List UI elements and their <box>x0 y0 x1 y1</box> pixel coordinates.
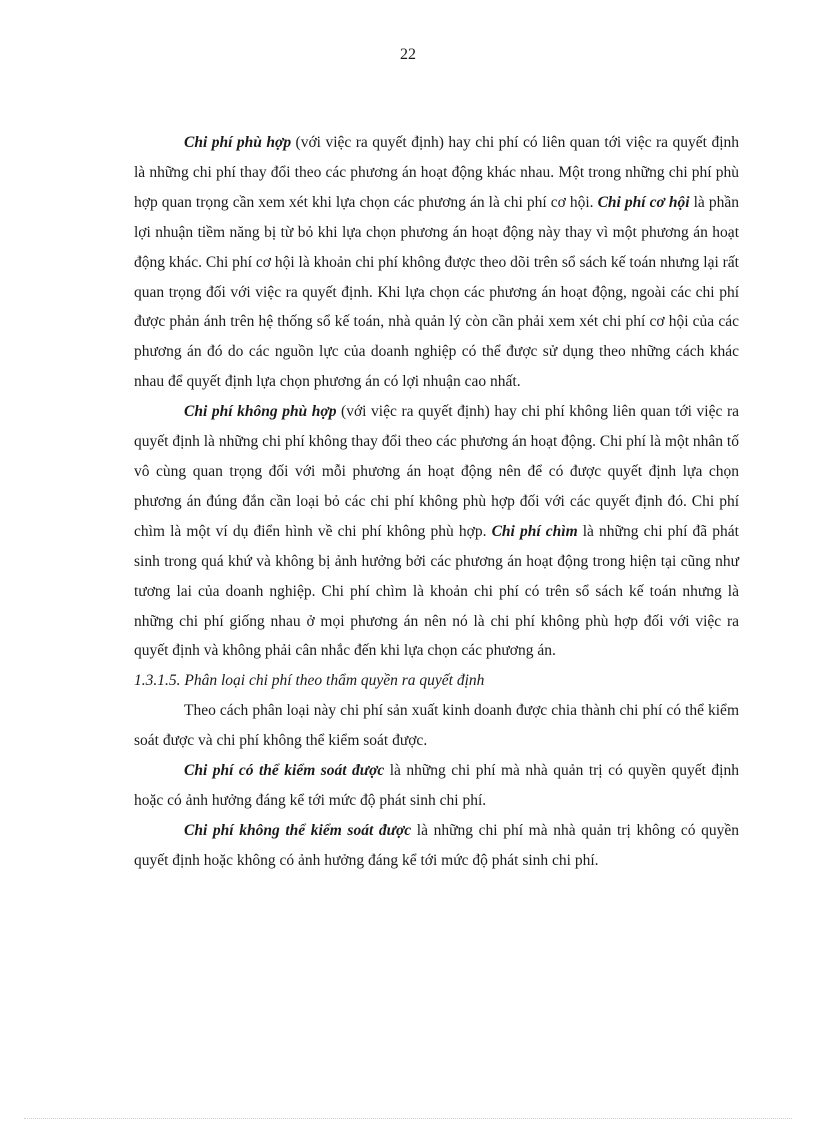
term-irrelevant-cost: Chi phí không phù hợp <box>184 403 337 421</box>
section-heading: 1.3.1.5. Phân loại chi phí theo thẩm quyền ra quyết định <box>134 672 485 690</box>
term-opportunity-cost: Chi phí cơ hội <box>597 193 690 211</box>
page-number: 22 <box>400 46 416 63</box>
paragraph-controllable-cost <box>134 756 739 816</box>
term-uncontrollable-cost: Chi phí không thể kiểm soát được <box>184 821 412 839</box>
paragraph-text: là những chi phí mà nhà quản trị có quyền quyết định hoặc có ảnh hưởng đáng kể tới mức độ phát sinh chi phí. <box>134 762 739 809</box>
paragraph-text: là những chi phí đã phát sinh trong quá khứ và không bị ảnh hưởng bởi các phương án hoạt động trong hiện tại cũng như tương lai của doanh nghiệp. Chi phí chìm là khoản chi phí có trên sổ sách kế toán nhưng là những chi phí giống nhau ở mọi phương án nên nó là chi phí không phù hợp đối với việc ra quyết định và không phải cân nhắc đến khi lựa chọn các phương án. <box>134 522 739 660</box>
term-relevant-cost: Chi phí phù hợp <box>184 134 292 151</box>
document-body <box>134 128 739 876</box>
paragraph-uncontrollable-cost <box>134 816 739 876</box>
page-bottom-rule <box>24 1118 792 1119</box>
section-intro: Theo cách phân loại này chi phí sản xuất kinh doanh được chia thành chi phí có thể kiểm soát được và chi phí không thể kiểm soát được. <box>134 702 739 750</box>
paragraph-text: (với việc ra quyết định) hay chi phí không liên quan tới việc ra quyết định là những chi phí không thay đổi theo các phương án hoạt động. Chi phí là một nhân tố vô cùng quan trọng đối với mỗi phương án hoạt động nên để có được quyết định lựa chọn phương án đúng đắn cần loại bỏ các chi phí không phù hợp đối với các quyết định đó. Chi phí chìm là một ví dụ điển hình về chi phí không phù hợp. <box>134 403 739 540</box>
term-controllable-cost: Chi phí có thể kiểm soát được <box>184 762 385 780</box>
paragraph-text: là phần lợi nhuận tiềm năng bị từ bỏ khi lựa chọn phương án hoạt động này thay vì một phương án hoạt động khác. Chi phí cơ hội là khoản chi phí không được theo dõi trên sổ sách kế toán nhưng lại rất quan trọng đối với việc ra quyết định. Khi lựa chọn các phương án hoạt động, ngoài các chi phí được phản ánh trên hệ thống sổ kế toán, nhà quản lý còn cần phải xem xét chi phí cơ hội của các phương án đó do các nguồn lực của doanh nghiệp có thể được sử dụng theo những cách khác nhau để quyết định lựa chọn phương án có lợi nhuận cao nhất. <box>134 193 739 391</box>
paragraph-text: là những chi phí mà nhà quản trị không có quyền quyết định hoặc không có ảnh hưởng đáng kể tới mức độ phát sinh chi phí. <box>134 821 740 869</box>
term-sunk-cost: Chi phí chìm <box>491 522 578 540</box>
paragraph-irrelevant-cost <box>134 397 739 666</box>
paragraph-relevant-cost <box>134 128 739 397</box>
paragraph-text: (với việc ra quyết định) hay chi phí có liên quan tới việc ra quyết định là những chi phí thay đổi theo các phương án hoạt động khác nhau. Một trong những chi phí phù hợp quan trọng cần xem xét khi lựa chọn các phương án là chi phí cơ hội. <box>134 134 739 211</box>
